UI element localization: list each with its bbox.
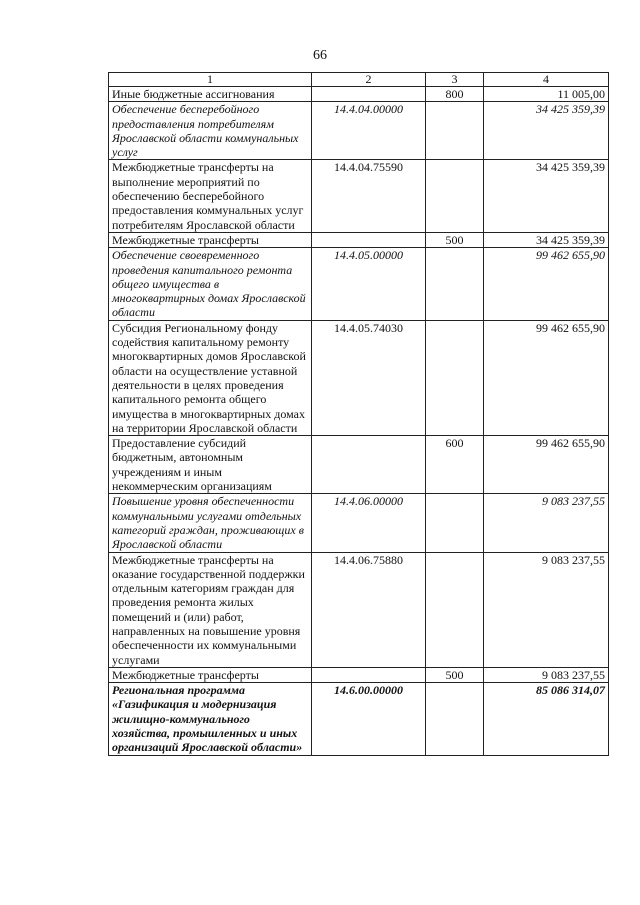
- row-amount: 34 425 359,39: [484, 102, 609, 160]
- table-row: [109, 160, 609, 232]
- row-amount: 99 462 655,90: [484, 436, 609, 494]
- row-code: 14.4.06.00000: [312, 494, 426, 552]
- row-expense-type: [426, 552, 484, 667]
- row-expense-type: [426, 102, 484, 160]
- row-expense-type: [426, 160, 484, 232]
- row-code: 14.4.04.75590: [312, 160, 426, 232]
- column-header-3: 3: [426, 73, 484, 87]
- table-row: [109, 552, 609, 667]
- row-name: Обеспечение своевременного проведения капитального ремонта общего имущества в многоквартирных домах Ярославской области: [109, 248, 312, 320]
- row-name: Межбюджетные трансферты: [109, 232, 312, 247]
- row-expense-type: 600: [426, 436, 484, 494]
- page-number: 66: [313, 48, 327, 63]
- row-name: Предоставление субсидий бюджетным, автономным учреждениям и иным некоммерческим организациям: [109, 436, 312, 494]
- row-amount: 34 425 359,39: [484, 232, 609, 247]
- table-header-row: [109, 73, 609, 87]
- row-code: [312, 232, 426, 247]
- table-row: [109, 320, 609, 435]
- table-row: [109, 102, 609, 160]
- row-name: Иные бюджетные ассигнования: [109, 87, 312, 102]
- row-amount: 85 086 314,07: [484, 683, 609, 755]
- row-expense-type: [426, 494, 484, 552]
- row-expense-type: [426, 248, 484, 320]
- row-amount: 11 005,00: [484, 87, 609, 102]
- row-name: Межбюджетные трансферты: [109, 667, 312, 682]
- row-code: [312, 436, 426, 494]
- row-expense-type: 500: [426, 667, 484, 682]
- table-row: [109, 683, 609, 755]
- row-amount: 9 083 237,55: [484, 552, 609, 667]
- row-name: Межбюджетные трансферты на оказание государственной поддержки отдельным категориям граждан для проведения ремонта жилых помещений и (или) работ, направленных на повышение уровня обеспеченности их коммунальными услугами: [109, 552, 312, 667]
- row-name: Межбюджетные трансферты на выполнение мероприятий по обеспечению бесперебойного предоставления коммунальных услуг потребителям Ярославской области: [109, 160, 312, 232]
- row-amount: 99 462 655,90: [484, 320, 609, 435]
- row-expense-type: [426, 320, 484, 435]
- column-header-2: 2: [312, 73, 426, 87]
- row-name: Обеспечение бесперебойного предоставления потребителям Ярославской области коммунальных услуг: [109, 102, 312, 160]
- row-code: 14.6.00.00000: [312, 683, 426, 755]
- row-amount: 9 083 237,55: [484, 667, 609, 682]
- row-name: Региональная программа «Газификация и модернизация жилищно-коммунального хозяйства, промышленных и иных организаций Ярославской области»: [109, 683, 312, 755]
- row-name: Субсидия Региональному фонду содействия капитальному ремонту многоквартирных домов Ярославской области на осуществление уставной деятельности в целях проведения капитального ремонта общего имущества в многоквартирных домах на территории Ярославской области: [109, 320, 312, 435]
- row-code: [312, 87, 426, 102]
- row-name: Повышение уровня обеспеченности коммунальными услугами отдельных категорий граждан, проживающих в Ярославской области: [109, 494, 312, 552]
- row-expense-type: [426, 683, 484, 755]
- table-row: [109, 248, 609, 320]
- column-header-4: 4: [484, 73, 609, 87]
- row-expense-type: 500: [426, 232, 484, 247]
- row-expense-type: 800: [426, 87, 484, 102]
- budget-table: [108, 72, 609, 756]
- column-header-1: 1: [109, 73, 312, 87]
- table-row: [109, 87, 609, 102]
- row-code: 14.4.06.75880: [312, 552, 426, 667]
- table-row: [109, 667, 609, 682]
- row-amount: 34 425 359,39: [484, 160, 609, 232]
- row-code: 14.4.04.00000: [312, 102, 426, 160]
- row-amount: 9 083 237,55: [484, 494, 609, 552]
- row-amount: 99 462 655,90: [484, 248, 609, 320]
- table-row: [109, 494, 609, 552]
- row-code: [312, 667, 426, 682]
- table-row: [109, 232, 609, 247]
- row-code: 14.4.05.74030: [312, 320, 426, 435]
- table-row: [109, 436, 609, 494]
- row-code: 14.4.05.00000: [312, 248, 426, 320]
